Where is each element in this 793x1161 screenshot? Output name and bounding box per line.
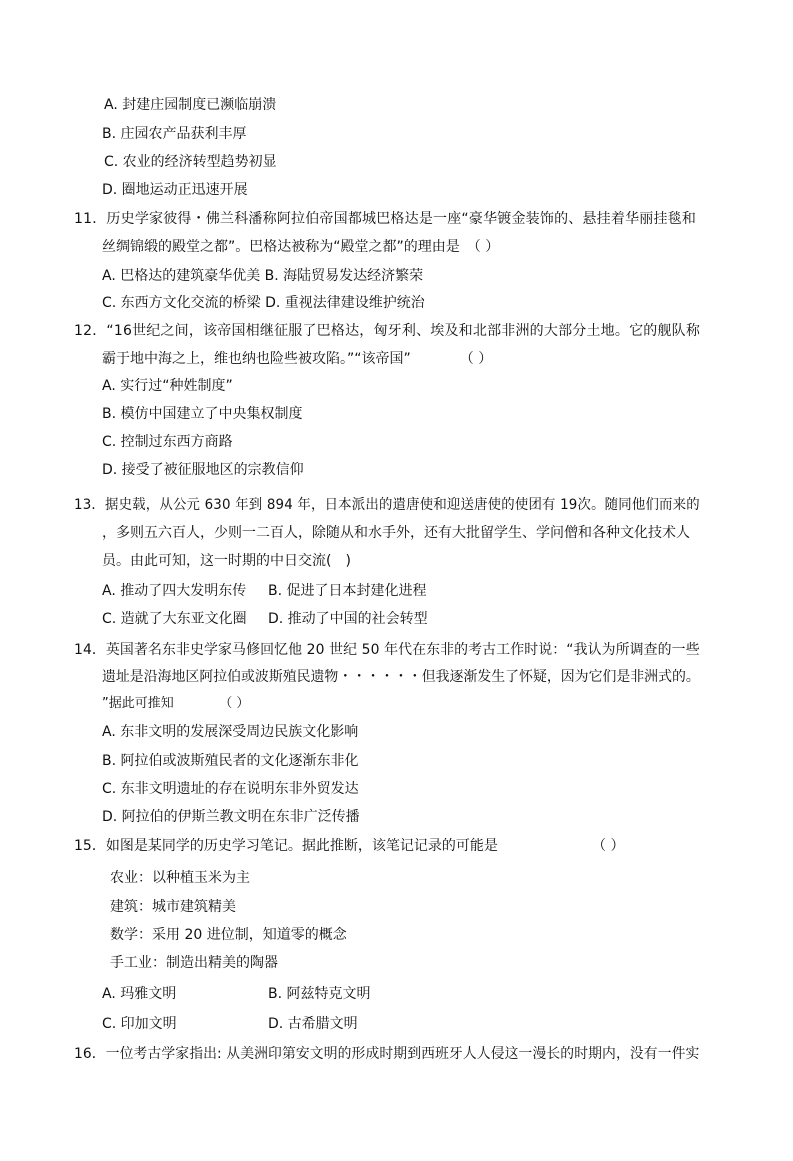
q13-option-b: B. 促进了日本封建化进程 — [268, 583, 427, 599]
q10-option-d: D. 圈地运动正迅速开展 — [102, 182, 248, 198]
q15-option-a: A. 玛雅文明 — [102, 986, 177, 1002]
q14-option-d: D. 阿拉伯的伊斯兰教文明在东非广泛传播 — [102, 809, 360, 825]
q10-option-a: A. 封建庄园制度已濒临崩溃 — [104, 97, 277, 113]
q13-option-a: A. 推动了四大发明东传 — [102, 583, 247, 599]
q13-stem-line3: 员。由此可知，这一时期的中日交流( ) — [102, 553, 351, 569]
q13-option-d: D. 推动了中国的社会转型 — [268, 611, 428, 627]
q12-option-c: C. 控制过东西方商路 — [102, 434, 233, 450]
q11-stem-line2: 丝绸锦缎的殿堂之都”。巴格达被称为“殿堂之都”的理由是 （ ） — [102, 239, 500, 255]
q15-note-handicraft: 手工业：制造出精美的陶器 — [110, 955, 278, 971]
q11-stem-line1: 11．历史学家彼得・佛兰科潘称阿拉伯帝国都城巴格达是一座“豪华镀金装饰的、悬挂着华丽挂毯和 — [74, 211, 697, 227]
q12-option-a: A. 实行过“种姓制度” — [102, 378, 233, 394]
q15-note-architecture: 建筑：城市建筑精美 — [110, 899, 236, 915]
q15-answer-paren: （ ） — [592, 838, 625, 854]
q11-options-row2: C. 东西方文化交流的桥梁 D. 重视法律建设维护统治 — [102, 295, 425, 311]
q15-stem-line1: 15．如图是某同学的历史学习笔记。据此推断，该笔记记录的可能是 — [74, 838, 498, 854]
q14-option-a: A. 东非文明的发展深受周边民族文化影响 — [102, 724, 359, 740]
q15-note-agriculture: 农业：以种植玉米为主 — [110, 870, 250, 886]
q12-option-d: D. 接受了被征服地区的宗教信仰 — [102, 462, 304, 478]
q14-stem-line2: 遗址是沿海地区阿拉伯或波斯殖民遗物・・・・・・但我逐渐发生了怀疑，因为它们是非洲式的。 — [102, 669, 700, 685]
q13-option-c: C. 造就了大东亚文化圈 — [102, 611, 247, 627]
q10-option-b: B. 庄园农产品获利丰厚 — [102, 126, 247, 142]
q13-stem-line2: ，多则五六百人，少则一二百人，除随从和水手外，还有大批留学生、学问僧和各种文化技术人 — [102, 525, 690, 541]
q10-option-c: C. 农业的经济转型趋势初显 — [104, 154, 277, 170]
q14-stem-line3: ”据此可推知 （ ） — [102, 696, 250, 711]
q15-option-d: D. 古希腊文明 — [268, 1016, 358, 1032]
q16-stem-line1: 16．一位考古学家指出: 从美洲印第安文明的形成时期到西班牙人人侵这一漫长的时期内，没有一件实 — [74, 1046, 700, 1062]
q15-option-c: C. 印加文明 — [102, 1016, 177, 1032]
q15-note-mathematics: 数学：采用 20 进位制，知道零的概念 — [110, 927, 347, 943]
q11-options-row1: A. 巴格达的建筑豪华优美 B. 海陆贸易发达经济繁荣 — [102, 268, 424, 284]
q15-option-b: B. 阿兹特克文明 — [268, 986, 371, 1002]
q14-stem-line1: 14．英国著名东非史学家马修回忆他 20 世纪 50 年代在东非的考古工作时说：“我认为所调查的一些 — [74, 642, 700, 658]
q12-stem-line2: 霸于地中海之上，维也纳也险些被攻陷。”“该帝国” （ ） — [102, 351, 493, 367]
q14-option-b: B. 阿拉伯或波斯殖民者的文化逐渐东非化 — [102, 753, 359, 769]
q14-option-c: C. 东非文明遗址的存在说明东非外贸发达 — [102, 781, 359, 797]
q12-option-b: B. 模仿中国建立了中央集权制度 — [102, 406, 303, 422]
q13-stem-line1: 13．据史载，从公元 630 年到 894 年，日本派出的遣唐使和迎送唐使的使团有 19次。随同他们而来的 — [74, 497, 700, 513]
q12-stem-line1: 12．“16世纪之间，该帝国相继征服了巴格达，匈牙利、埃及和北部非洲的大部分土地。它的舰队称 — [74, 323, 701, 339]
